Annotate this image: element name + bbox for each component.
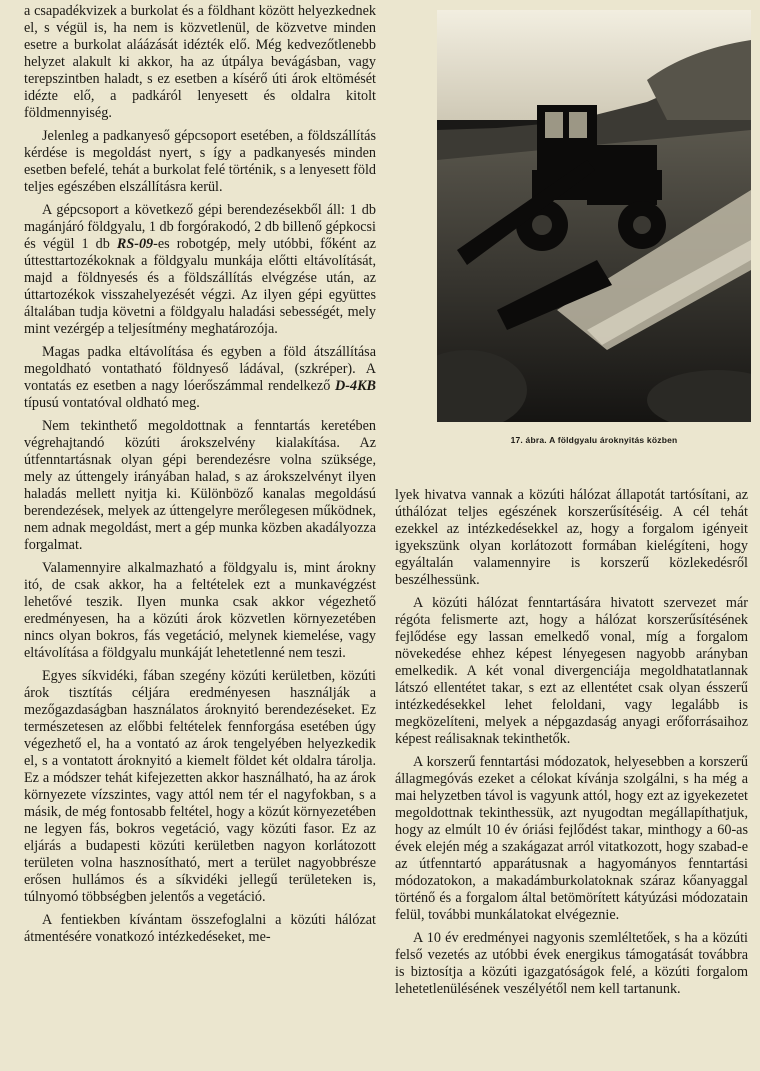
paragraph: Jelenleg a padkanyeső gépcsoport esetében, a földszállítás kérdése is megoldást nyert, s így a padkanyesés minden esetben befelé, tehát a burkolat felé történik, s a lenyesett föld teljes egészében elszállításra kerül. — [24, 128, 376, 195]
paragraph: A közúti hálózat fenntartására hivatott szervezet már régóta felismerte azt, hogy a hálózat korszerűsítésének fejlődése egy lassan emelkedő vonal, míg a forgalom növekedése ehhez képest lényegesen nagyobb arányban emelkedik. A két vonal divergenciája megoldhatatlannak látszó ellentétet takar, s ezt az ellentétet csak olyan ésszerű intézkedésekkel lehet feloldani, vagy legalább is megközelíteni, melyek a népgazdaság anyagi erőforrásaihoz képest reálisaknak tekinthetők. — [395, 595, 748, 747]
machine-model: RS-09 — [116, 236, 154, 252]
paragraph: a csapadékvizek a burkolat és a földhant között helyezkednek el, s végül is, ha nem is közvetlenül, de közvetve minden esetre a burkolat aláázását idézték elő. Még kedvezőtlenebb helyzet alakult ki akkor, ha az útpálya bevágásban, vagy terepszintben haladt, s ez esetben a kísérő úti árok eltömését idézte elő, a padkáról lenyesett és oldalra kitolt földmennyiség. — [24, 3, 376, 121]
right-text-column — [395, 487, 748, 1004]
paragraph — [24, 202, 376, 338]
paragraph: Egyes síkvidéki, fában szegény közúti kerületben, közúti árok tisztítás céljára eredményesen használják a mezőgazdaságban használatos ároknyitó berendezéseket. Ez természetesen az előbbi feltételek fennforgása esetében úgy végezhető el, ha a vontató az árok tengelyében helyezkedik el, s a vontatott ároknyitó a kiemelt földet két oldalra tárolja. Ez a módszer tehát kifejezetten akkor használható, ha az árok környezete vízszintes, vagy attól nem tér el nagyfokban, s a másik, de még fontosabb feltétel, hogy a közút környezetében ne legyen fás, bokros vegetáció, vagy közúti fasor. Ez az eljárás a budapesti közúti kerületben nagyon korlátozott területen volna hasznosítható, mert a terület nagyobbrésze erősen hullámos és a síkvidéki jellegű területeken is, túlnyomó többségben jelentős a vegetáció. — [24, 668, 376, 905]
paragraph: A fentiekben kívántam összefoglalni a közúti hálózat átmentésére vonatkozó intézkedéseket, me- — [24, 912, 376, 945]
paragraph: Nem tekinthető megoldottnak a fenntartás keretében végrehajtandó közúti árokszelvény kialakítása. Az útfenntartásnak olyan gépi berendezésre volna szüksége, mely az úttengely irányában halad, s az árokszelvényt ilyen haladás mellett nyitja ki. Különböző kanalas megoldású berendezések, melyek az úttengelyre merőlegesen működnek, nem adnak megoldást, mert a gép munka közben akadályozza forgalmat. — [24, 418, 376, 553]
figure-caption: 17. ábra. A földgyalu ároknyitás közben — [510, 435, 678, 445]
grader-photo-illustration — [437, 10, 751, 422]
figure-photo-grader — [437, 10, 751, 422]
machine-model: D-4KB — [335, 378, 376, 394]
paragraph — [24, 344, 376, 412]
paragraph: Valamennyire alkalmazható a földgyalu is, mint árokny itó, de csak akkor, ha a feltételek ezt a munkavégzést lehetővé teszik. Ilyen munka csak akkor végezhető eredményesen, ha a közúti árok közvetlen környezetében nincs olyan bokros, fás vegetáció, melynek kiemelése, vagy eltávolítása a földgyalu munkáját lehetetlenné nem teszi. — [24, 560, 376, 661]
paragraph: lyek hivatva vannak a közúti hálózat állapotát tartósítani, az úthálózat teljes egészének korszerűsítéséig. A cél tehát ezekkel az intézkedésekkel az, hogy a forgalom igényeit igyekszünk olyan korlátozott formában kielégíteni, hogy egyáltalán valamennyire is korszerű közlekedésről beszélhessünk. — [395, 487, 748, 588]
text: -es robotgép, mely utóbbi, főként az úttesttartozékoknak a földgyalu munkája előtti eltávolítását, majd a földnyesés és a földszállítás elvégzése után, az úttartozékok visszahelyezését végzi. Az ilyen gépi együttes általában tudja követni a földgyalu haladási sebességét, mely mint vezérgép a teljesítmény meghatározója. — [24, 236, 376, 337]
paragraph: A korszerű fenntartási módozatok, helyesebben a korszerű állagmegóvás ezeket a célokat kívánja szolgálni, s ha még a mai helyzetben távol is vagyunk attól, hogy ezt az igyekezetet megoldottnak tekinthessük, azt nyugodtan megállapíthatjuk, hogy az elmúlt 10 év óriási fejlődést takar, minthogy a 60-as évek elején még a szakágazat arról vitatkozott, hogy szabad-e az útfenntartó apparátusnak a hagyományos fenntartási módozatokon, a makadámburkolatoknak száraz kőanyaggal történő és a forgalom által betömörített kátyúzási módozatain felül, további munkálatokat elvégeznie. — [395, 754, 748, 923]
text: A gépcsoport a következő gépi berendezésekből áll: 1 db magánjáró földgyalu, 1 db forgórakodó, 2 db billenő gépkocsi és végül 1 db — [24, 202, 376, 252]
left-text-column — [24, 3, 376, 952]
paragraph: A 10 év eredményei nagyonis szemléltetőek, s ha a közúti felső vezetés az utóbbi évek energikus támogatását továbbra is biztosítja a közúti igazgatóságok felé, a közúti forgalom lehetetlenülésének veszélyétől nem kell tartanunk. — [395, 930, 748, 997]
text: Magas padka eltávolítása és egyben a föld átszállítása megoldható vontatható földnyeső ládával, (szkréper). A vontatás ez esetben a nagy lóerőszámmal rendelkező — [24, 344, 376, 394]
text: típusú vontatóval oldható meg. — [24, 395, 200, 411]
